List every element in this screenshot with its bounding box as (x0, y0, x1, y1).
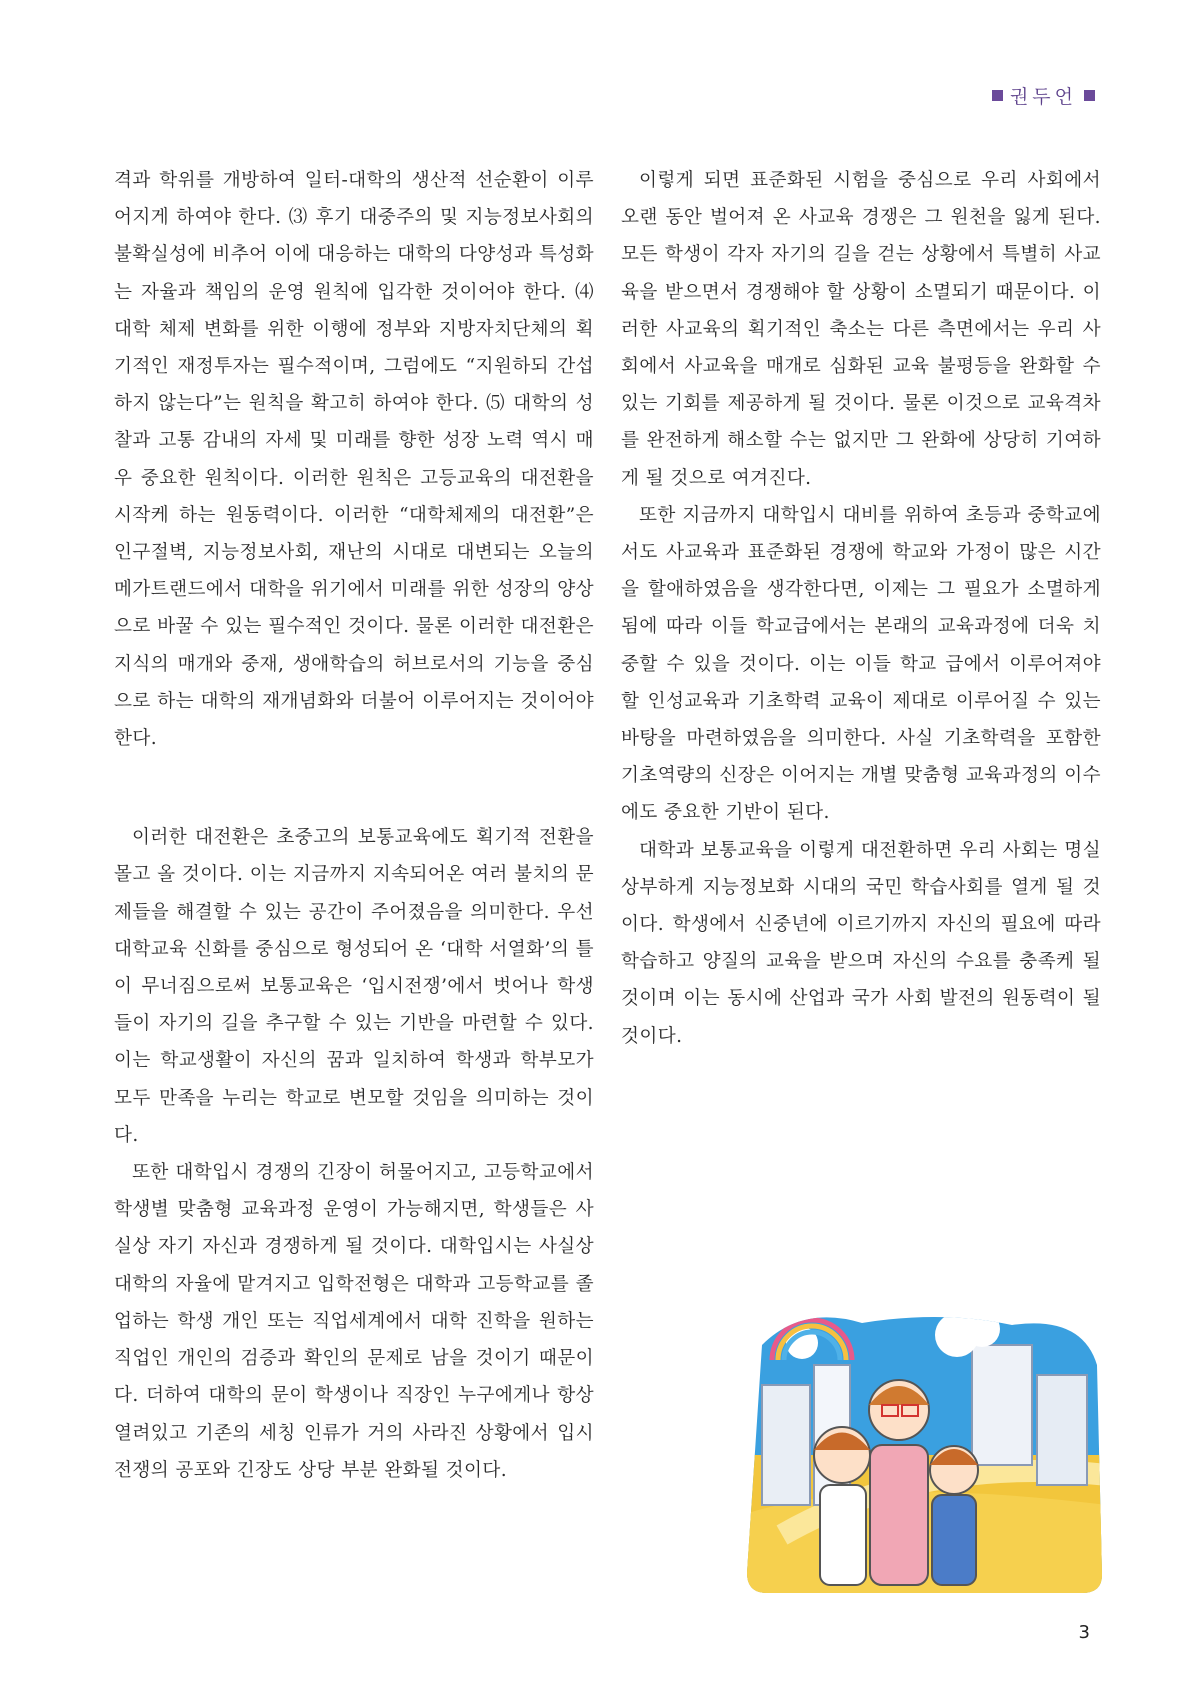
section-header (992, 82, 1095, 109)
right-column (621, 162, 1101, 1055)
paragraph: 격과 학위를 개방하여 일터-대학의 생산적 선순환이 이루어지게 하여야 한다. ⑶ 후기 대중주의 및 지능정보사회의 불확실성에 비추어 이에 대응하는 대학의 다양성과 특성화는 자율과 책임의 운영 원칙에 입각한 것이어야 한다. ⑷ 대학 체제 변화를 위한 이행에 정부와 지방자치단체의 획기적인 재정투자는 필수적이며, 그럼에도 “지원하되 간섭하지 않는다”는 원칙을 확고히 하여야 한다. ⑸ 대학의 성찰과 고통 감내의 자세 및 미래를 향한 성장 노력 역시 매우 중요한 원칙이다. 이러한 원칙은 고등교육의 대전환을 시작케 하는 원동력이다. 이러한 “대학체제의 대전환”은 인구절벽, 지능정보사회, 재난의 시대로 대변되는 오늘의 메가트랜드에서 대학을 위기에서 미래를 위한 성장의 양상으로 바꿀 수 있는 필수적인 것이다. 물론 이러한 대전환은 지식의 매개와 중재, 생애학습의 허브로서의 기능을 중심으로 하는 대학의 재개념화와 더불어 이루어지는 것이어야 한다. (114, 170, 594, 750)
header-title: 권두언 (1009, 86, 1077, 108)
family-illustration (742, 1305, 1107, 1595)
header-square-left (992, 90, 1003, 101)
paragraph: 또한 지금까지 대학입시 대비를 위하여 초등과 중학교에서도 사교육과 표준화된 경쟁에 학교와 가정이 많은 시간을 할애하였음을 생각한다면, 이제는 그 필요가 소멸하게 됨에 따라 이들 학교급에서는 본래의 교육과정에 더욱 치중할 수 있을 것이다. 이는 이들 학교 급에서 이루어져야 할 인성교육과 기초학력 교육이 제대로 이루어질 수 있는 바탕을 마련하였음을 의미한다. 사실 기초학력을 포함한 기초역량의 신장은 이어지는 개별 맞춤형 교육과정의 이수에도 중요한 기반이 된다. (621, 504, 1101, 824)
paragraph: 대학과 보통교육을 이렇게 대전환하면 우리 사회는 명실상부하게 지능정보화 시대의 국민 학습사회를 열게 될 것이다. 학생에서 신중년에 이르기까지 자신의 필요에 따라 학습하고 양질의 교육을 받으며 자신의 수요를 충족케 될 것이며 이는 동시에 산업과 국가 사회 발전의 원동력이 될 것이다. (621, 839, 1101, 1047)
page-number: 3 (1078, 1622, 1090, 1643)
paragraph: 이렇게 되면 표준화된 시험을 중심으로 우리 사회에서 오랜 동안 벌어져 온 사교육 경쟁은 그 원천을 잃게 된다. 모든 학생이 각자 자기의 길을 걷는 상황에서 특별히 사교육을 받으면서 경쟁해야 할 상황이 소멸되기 때문이다. 이러한 사교육의 획기적인 축소는 다른 측면에서는 우리 사회에서 사교육을 매개로 심화된 교육 불평등을 완화할 수 있는 기회를 제공하게 될 것이다. 물론 이것으로 교육격차를 완전하게 해소할 수는 없지만 그 완화에 상당히 기여하게 될 것으로 여겨진다. (621, 170, 1101, 489)
header-square-right (1084, 90, 1095, 101)
paragraph: 또한 대학입시 경쟁의 긴장이 허물어지고, 고등학교에서 학생별 맞춤형 교육과정 운영이 가능해지면, 학생들은 사실상 자기 자신과 경쟁하게 될 것이다. 대학입시는 사실상 대학의 자율에 맡겨지고 입학전형은 대학과 고등학교를 졸업하는 학생 개인 또는 직업세계에서 대학 진학을 원하는 직업인 개인의 검증과 확인의 문제로 남을 것이기 때문이다. 더하여 대학의 문이 학생이나 직장인 누구에게나 항상 열려있고 기존의 세칭 인류가 거의 사라진 상황에서 입시전쟁의 공포와 긴장도 상당 부분 완화될 것이다. (114, 1162, 594, 1481)
paragraph: 이러한 대전환은 초중고의 보통교육에도 획기적 전환을 몰고 올 것이다. 이는 지금까지 지속되어온 여러 불치의 문제들을 해결할 수 있는 공간이 주어졌음을 의미한다. 우선 대학교육 신화를 중심으로 형성되어 온 ‘대학 서열화’의 틀이 무너짐으로써 보통교육은 ‘입시전쟁’에서 벗어나 학생들이 자기의 길을 추구할 수 있는 기반을 마련할 수 있다. 이는 학교생활이 자신의 꿈과 일치하여 학생과 학부모가 모두 만족을 누리는 학교로 변모할 것임을 의미하는 것이다. (114, 827, 594, 1146)
left-column (114, 162, 594, 1489)
